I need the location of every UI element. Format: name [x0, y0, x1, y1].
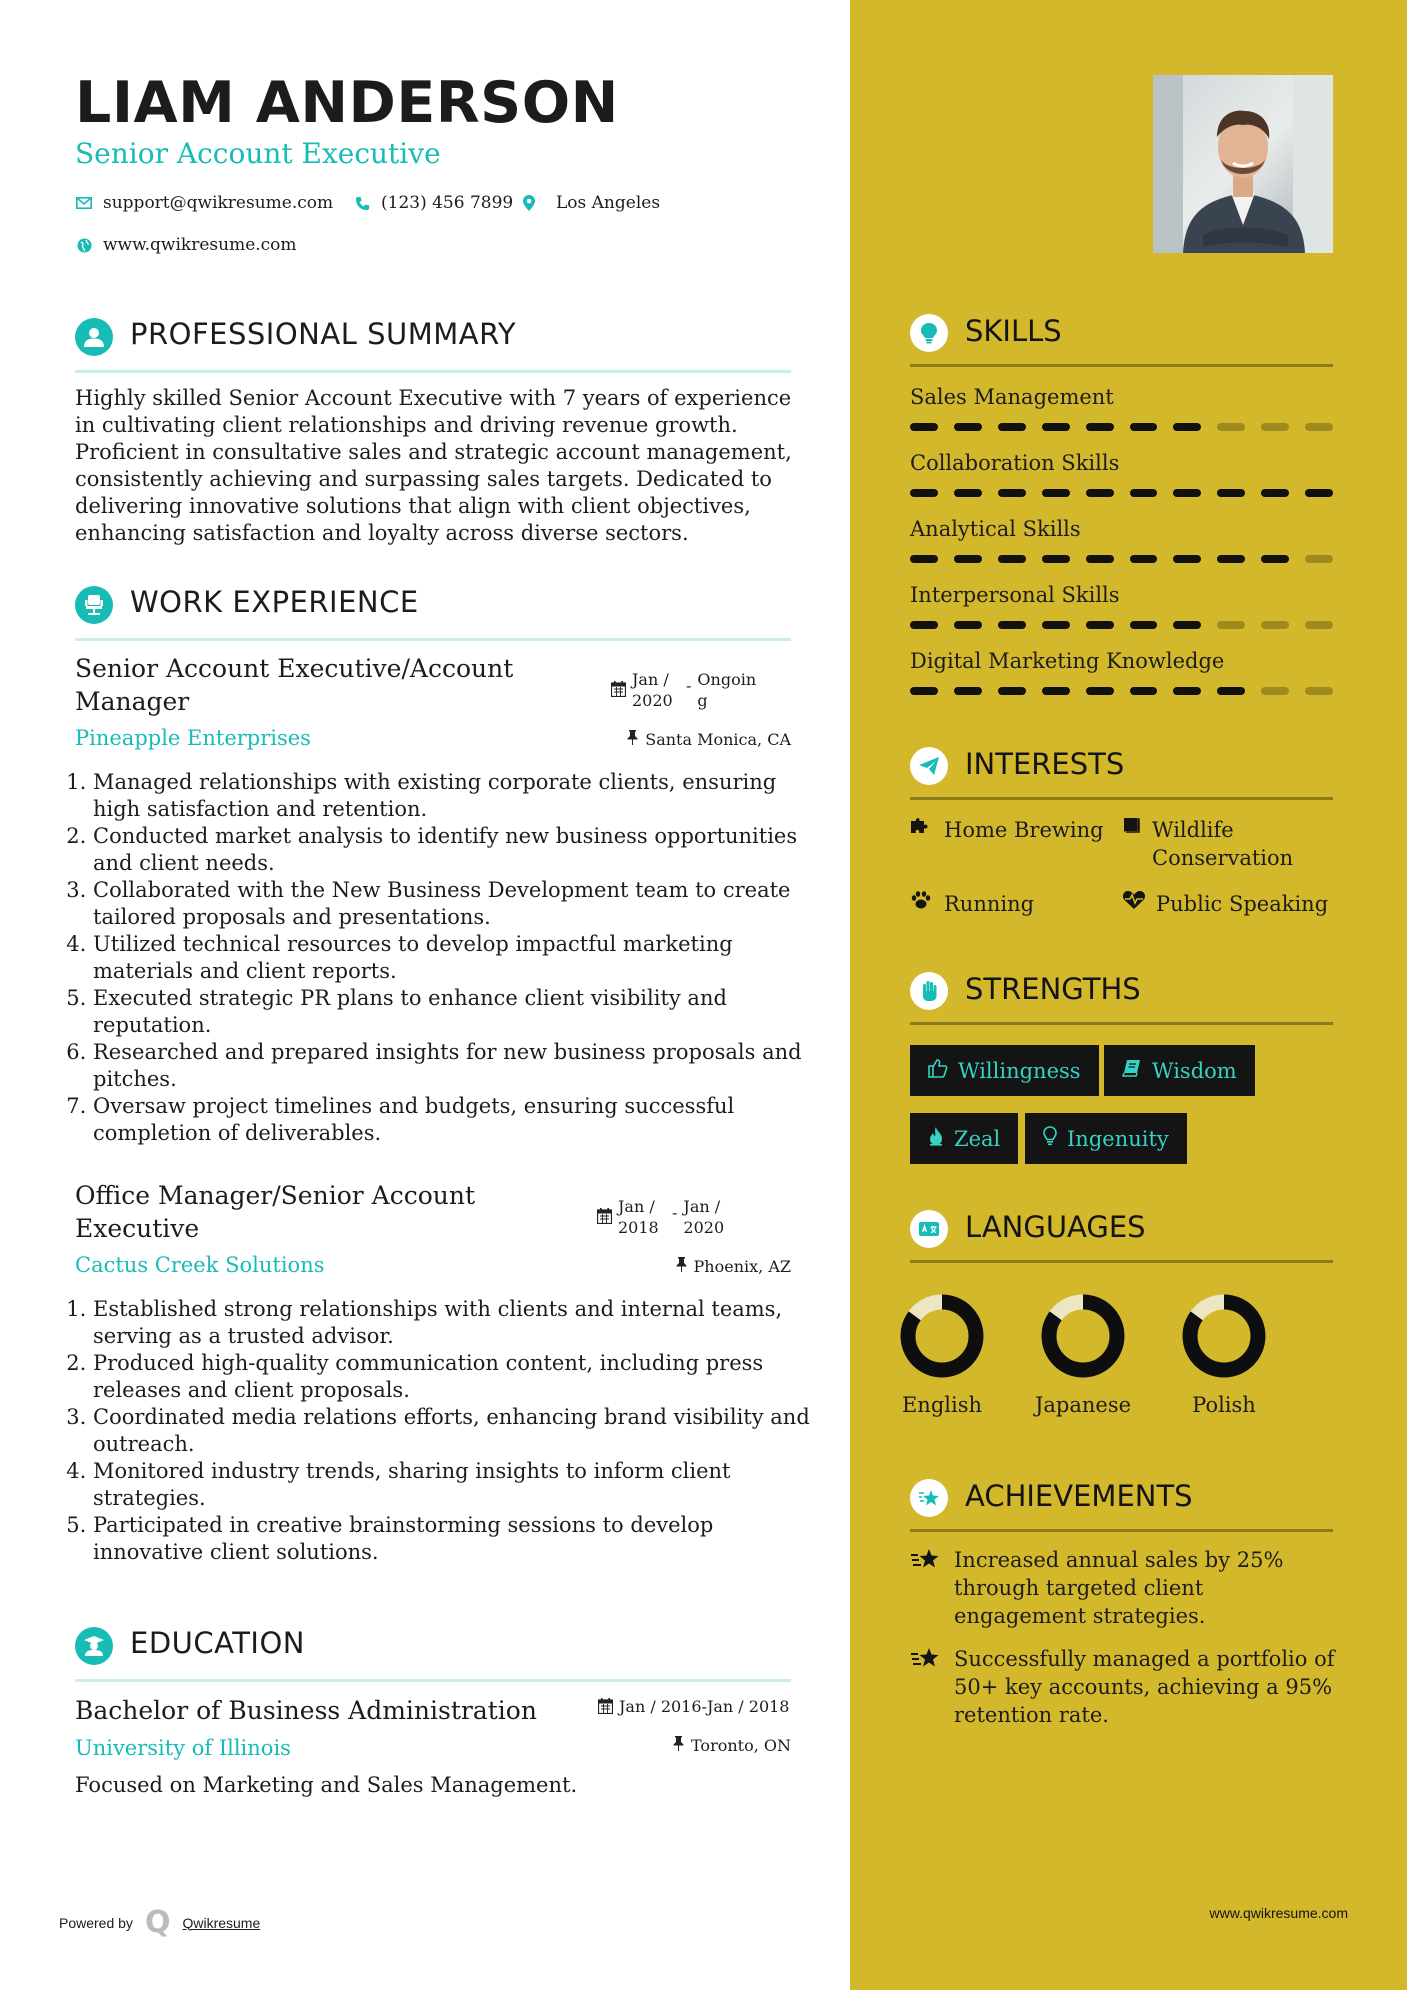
job-1-location-text: Santa Monica, CA	[645, 730, 791, 749]
language-item	[1164, 1293, 1284, 1417]
pushpin-icon	[627, 730, 638, 749]
school-name: University of Illinois	[75, 1736, 291, 1760]
book-icon	[1122, 816, 1142, 872]
hand-icon	[910, 972, 948, 1010]
skill-dash-filled	[910, 489, 938, 497]
skill-dash-empty	[1305, 687, 1333, 695]
strength-label: Wisdom	[1152, 1058, 1237, 1083]
location-text: Los Angeles	[556, 193, 661, 213]
skill-dash-filled	[1130, 621, 1158, 629]
strength-label: Ingenuity	[1067, 1126, 1169, 1151]
powered-by-label: Powered by	[59, 1914, 133, 1931]
list-item: 6. Researched and prepared insights for new business proposals and pitches.	[93, 1039, 823, 1093]
job-1-bullets	[69, 769, 823, 1147]
job-2-start: Jan / 2018	[618, 1197, 659, 1237]
date-separator: -	[686, 676, 692, 695]
skill-meter	[910, 555, 1333, 563]
skill-dash-filled	[910, 621, 938, 629]
skills-heading	[910, 314, 1333, 367]
skill-dash-filled	[1217, 555, 1245, 563]
skill-row	[910, 649, 1333, 695]
skill-dash-filled	[998, 489, 1026, 497]
skill-dash-filled	[1217, 687, 1245, 695]
achievements-title: ACHIEVEMENTS	[965, 1479, 1193, 1513]
language-proficiency-ring	[899, 1293, 985, 1379]
skill-dash-filled	[1086, 621, 1114, 629]
website-text: www.qwikresume.com	[103, 235, 297, 255]
skill-dash-filled	[1086, 423, 1114, 431]
skill-dash-filled	[1173, 423, 1201, 431]
strength-badge	[910, 1113, 1018, 1164]
language-icon	[910, 1210, 948, 1248]
skill-meter	[910, 621, 1333, 629]
list-item: 5. Executed strategic PR plans to enhance client visibility and reputation.	[93, 985, 823, 1039]
phone-icon	[353, 194, 371, 212]
skill-label: Collaboration Skills	[910, 451, 1120, 475]
contact-email[interactable]	[75, 193, 333, 213]
job-2-company: Cactus Creek Solutions	[75, 1253, 325, 1277]
paper-plane-icon	[910, 747, 948, 785]
achievements-heading	[910, 1479, 1333, 1532]
degree-title: Bachelor of Business Administration	[75, 1696, 537, 1725]
job-1-company: Pineapple Enterprises	[75, 726, 311, 750]
strength-badge	[910, 1045, 1099, 1096]
education-location-text: Toronto, ON	[691, 1736, 791, 1755]
education-location	[673, 1736, 791, 1755]
thumbs-up-icon	[928, 1058, 948, 1083]
candidate-name: LIAM ANDERSON	[75, 70, 619, 136]
skill-dash-filled	[1130, 687, 1158, 695]
date-separator: -	[672, 1203, 678, 1222]
interest-item	[910, 890, 1034, 918]
skill-dash-empty	[1305, 423, 1333, 431]
skill-label: Sales Management	[910, 385, 1114, 409]
book-icon	[1122, 1058, 1142, 1083]
skill-dash-filled	[1042, 423, 1070, 431]
envelope-icon	[75, 194, 93, 212]
skill-dash-filled	[1173, 621, 1201, 629]
skill-label: Interpersonal Skills	[910, 583, 1120, 607]
puzzle-icon	[910, 816, 934, 844]
language-proficiency-ring	[1040, 1293, 1126, 1379]
skill-dash-filled	[998, 621, 1026, 629]
language-name: Japanese	[1034, 1393, 1132, 1417]
languages-heading	[910, 1210, 1333, 1263]
globe-icon	[75, 236, 93, 254]
education-dates	[598, 1696, 789, 1719]
list-item: 1. Managed relationships with existing corporate clients, ensuring high satisfaction and retention.	[93, 769, 823, 823]
graduate-icon	[75, 1627, 113, 1665]
pushpin-icon	[676, 1257, 687, 1276]
skill-dash-filled	[1130, 423, 1158, 431]
user-icon	[75, 318, 113, 356]
interests-heading	[910, 747, 1333, 800]
job-1-location	[627, 730, 791, 749]
skill-dash-empty	[1261, 687, 1289, 695]
experience-title: WORK EXPERIENCE	[130, 585, 419, 619]
languages-title: LANGUAGES	[965, 1210, 1146, 1244]
education-dates-text: Jan / 2016-Jan / 2018	[619, 1697, 790, 1716]
office-chair-icon	[75, 586, 113, 624]
achievement-text: Successfully managed a portfolio of 50+ key accounts, achieving a 95% retention rate.	[954, 1647, 1335, 1727]
interest-label: Public Speaking	[1156, 892, 1329, 916]
sidebar	[850, 0, 1407, 1990]
skill-dash-filled	[998, 423, 1026, 431]
skill-dash-filled	[1305, 489, 1333, 497]
language-item	[1023, 1293, 1143, 1417]
qwikresume-logo-icon: Q	[144, 1905, 171, 1940]
skill-dash-filled	[910, 555, 938, 563]
skill-dash-filled	[954, 555, 982, 563]
strengths-heading	[910, 972, 1333, 1025]
list-item: 3. Collaborated with the New Business Development team to create tailored proposals and presentations.	[93, 877, 823, 931]
calendar-icon	[611, 681, 626, 711]
strength-label: Zeal	[954, 1126, 1001, 1151]
skill-dash-filled	[1130, 489, 1158, 497]
job-1-start: Jan / 2020	[632, 670, 673, 710]
skill-dash-filled	[1261, 555, 1289, 563]
summary-title: PROFESSIONAL SUMMARY	[130, 317, 517, 351]
language-name: English	[901, 1393, 983, 1417]
skill-dash-filled	[1261, 489, 1289, 497]
skill-dash-filled	[1086, 489, 1114, 497]
job-2-end: Jan / 2020	[683, 1197, 725, 1237]
interest-item	[1122, 816, 1322, 872]
strength-badge	[1104, 1045, 1255, 1096]
skill-dash-filled	[954, 489, 982, 497]
education-heading	[75, 1623, 791, 1682]
pushpin-icon	[673, 1736, 684, 1755]
strength-badge	[1025, 1113, 1187, 1164]
shooting-star-icon	[910, 1645, 944, 1729]
skill-meter	[910, 489, 1333, 497]
skill-dash-filled	[1173, 489, 1201, 497]
education-description: Focused on Marketing and Sales Management.	[75, 1773, 578, 1797]
skill-label: Digital Marketing Knowledge	[910, 649, 1225, 673]
candidate-title: Senior Account Executive	[75, 137, 441, 170]
list-item: 4. Utilized technical resources to develop impactful marketing materials and client reports.	[93, 931, 823, 985]
skill-dash-filled	[998, 687, 1026, 695]
phone-text: (123) 456 7899	[381, 193, 514, 213]
skill-dash-filled	[1217, 489, 1245, 497]
interest-item	[1122, 890, 1328, 918]
shooting-star-icon	[910, 1546, 944, 1630]
map-marker-icon	[520, 194, 538, 212]
footer-website[interactable]: www.qwikresume.com	[1209, 1905, 1348, 1921]
skill-dash-filled	[1042, 621, 1070, 629]
skill-row	[910, 385, 1333, 431]
list-item: 4. Monitored industry trends, sharing insights to inform client strategies.	[93, 1458, 823, 1512]
job-2-location-text: Phoenix, AZ	[693, 1257, 791, 1276]
list-item: 3. Coordinated media relations efforts, enhancing brand visibility and outreach.	[93, 1404, 823, 1458]
skill-row	[910, 583, 1333, 629]
skill-dash-empty	[1305, 621, 1333, 629]
job-1-dates	[611, 669, 757, 711]
skill-dash-filled	[998, 555, 1026, 563]
summary-heading	[75, 314, 791, 373]
profile-photo	[1153, 75, 1333, 253]
interest-item	[910, 816, 1104, 844]
skill-dash-filled	[1173, 555, 1201, 563]
interests-title: INTERESTS	[965, 747, 1125, 781]
skill-meter	[910, 687, 1333, 695]
lightbulb-icon	[1043, 1126, 1057, 1151]
lightbulb-icon	[910, 314, 948, 352]
skill-dash-filled	[954, 687, 982, 695]
list-item: 2. Conducted market analysis to identify new business opportunities and client needs.	[93, 823, 823, 877]
list-item: 7. Oversaw project timelines and budgets, ensuring successful completion of deliverables.	[93, 1093, 823, 1147]
fire-icon	[928, 1126, 944, 1151]
paw-icon	[910, 890, 934, 918]
skill-row	[910, 451, 1333, 497]
job-2-location	[676, 1257, 791, 1276]
interest-label: Wildlife Conservation	[1152, 818, 1294, 870]
language-name: Polish	[1192, 1393, 1256, 1417]
skill-dash-filled	[910, 423, 938, 431]
skill-dash-filled	[1042, 555, 1070, 563]
skill-dash-empty	[1217, 423, 1245, 431]
language-proficiency-ring	[1181, 1293, 1267, 1379]
heartbeat-icon	[1122, 890, 1146, 918]
skill-dash-filled	[910, 687, 938, 695]
calendar-icon	[597, 1208, 612, 1238]
list-item: 2. Produced high-quality communication content, including press releases and client proposals.	[93, 1350, 823, 1404]
skill-dash-filled	[1042, 687, 1070, 695]
achievement-text: Increased annual sales by 25% through targeted client engagement strategies.	[954, 1548, 1284, 1628]
language-item	[882, 1293, 1002, 1417]
job-2-title: Office Manager/Senior Account Executive	[75, 1181, 475, 1243]
achievement-item	[910, 1546, 1340, 1630]
skill-dash-empty	[1305, 555, 1333, 563]
shooting-star-icon	[910, 1479, 948, 1517]
job-1-title: Senior Account Executive/Account Manager	[75, 654, 514, 716]
skill-meter	[910, 423, 1333, 431]
interest-label: Home Brewing	[944, 818, 1104, 842]
skill-dash-filled	[1130, 555, 1158, 563]
strengths-title: STRENGTHS	[965, 972, 1141, 1006]
experience-heading	[75, 582, 791, 641]
qwikresume-link[interactable]: Qwikresume	[182, 1914, 261, 1931]
skill-dash-empty	[1261, 423, 1289, 431]
list-item: 5. Participated in creative brainstorming sessions to develop innovative client solutions.	[93, 1512, 823, 1566]
skill-dash-filled	[1173, 687, 1201, 695]
skill-label: Analytical Skills	[910, 517, 1081, 541]
job-1-end: Ongoing	[697, 670, 757, 710]
skill-dash-filled	[954, 423, 982, 431]
summary-text: Highly skilled Senior Account Executive with 7 years of experience in cultivating client relationships and driving revenue growth. Proficient in consultative sales and strategic account management, consistently achieving and surpassing sales targets. Dedicated to delivering innovative solutions that align with client objectives, enhancing satisfaction and loyalty across diverse sectors.	[75, 386, 792, 545]
interest-label: Running	[944, 892, 1035, 916]
skill-dash-filled	[1086, 687, 1114, 695]
skills-title: SKILLS	[965, 314, 1062, 348]
contact-phone[interactable]	[353, 193, 513, 213]
skill-dash-empty	[1261, 621, 1289, 629]
job-2-dates	[597, 1196, 743, 1238]
skill-dash-filled	[1042, 489, 1070, 497]
calendar-icon	[598, 1698, 613, 1719]
list-item: 1. Established strong relationships with clients and internal teams, serving as a trusted advisor.	[93, 1296, 823, 1350]
skill-dash-filled	[1086, 555, 1114, 563]
achievement-item	[910, 1645, 1340, 1729]
skill-dash-empty	[1217, 621, 1245, 629]
skill-row	[910, 517, 1333, 563]
email-text: support@qwikresume.com	[103, 193, 334, 213]
powered-by	[59, 1905, 260, 1940]
contact-location	[520, 193, 660, 213]
strength-label: Willingness	[958, 1058, 1081, 1083]
job-2-bullets	[69, 1296, 823, 1566]
education-title: EDUCATION	[130, 1626, 306, 1660]
contact-website[interactable]	[75, 235, 297, 255]
skill-dash-filled	[954, 621, 982, 629]
